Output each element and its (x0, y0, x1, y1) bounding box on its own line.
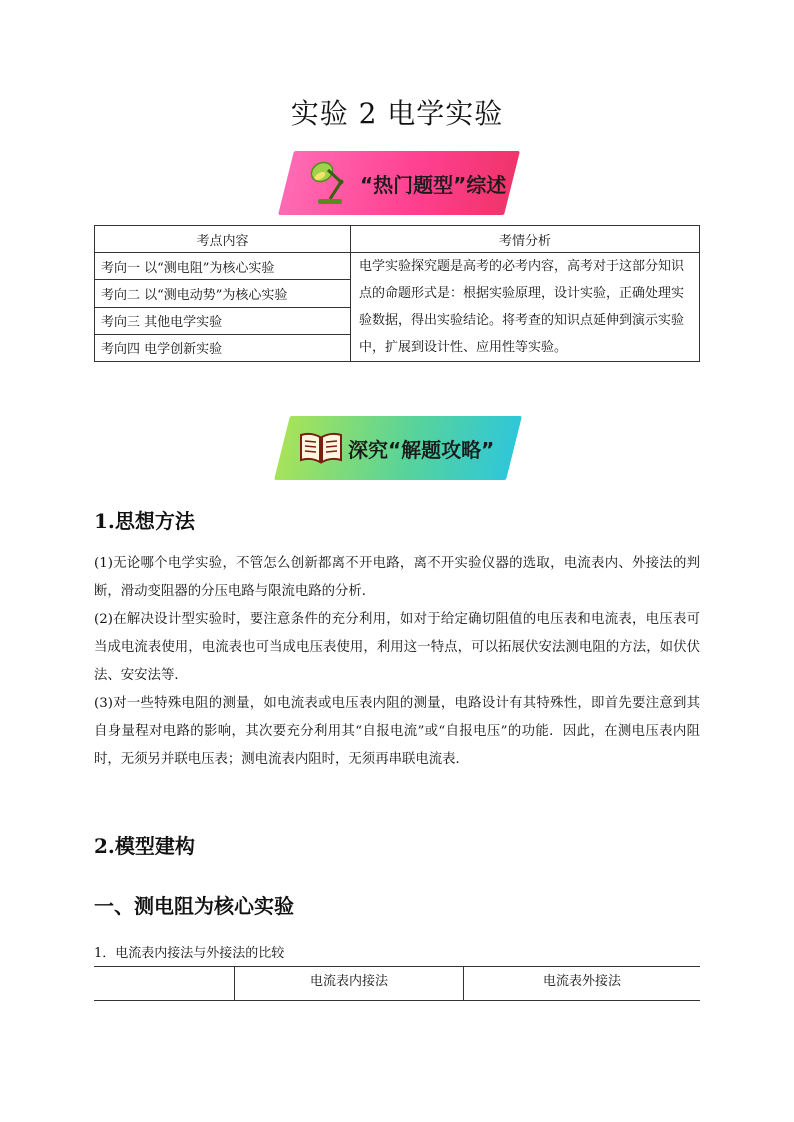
method-paragraph: (2)在解决设计型实验时，要注意条件的充分利用，如对于给定确切阻值的电压表和电流表，电压表可当成电流表使用，电流表也可当成电压表使用，利用这一特点，可以拓展伏安法测电阻的方法，如伏伏法、安安法等． (94, 612, 700, 683)
desk-lamp-icon (308, 158, 350, 208)
section-heading-resistance: 一、测电阻为核心实验 (94, 894, 294, 918)
hot-topics-banner (278, 151, 520, 215)
open-book-icon (298, 431, 344, 465)
section-heading-methods: 1.思想方法 (94, 509, 195, 533)
hot-topics-banner-text: “热门题型”综述 (360, 172, 507, 197)
comparison-table (94, 966, 700, 1001)
solving-strategy-banner (274, 416, 522, 480)
method-paragraph: (1)无论哪个电学实验，不管怎么创新都离不开电路，离不开实验仪器的选取，电流表内、外接法的判断，滑动变阻器的分压电路与限流电路的分析． (94, 556, 700, 599)
comparison-header-internal: 电流表内接法 (235, 967, 464, 1001)
section-heading-model: 2.模型建构 (94, 834, 195, 858)
comparison-header-external: 电流表外接法 (464, 967, 701, 1001)
comparison-header-blank (94, 967, 235, 1001)
subsection-title: 1．电流表内接法与外接法的比较 (94, 946, 285, 961)
overview-header-topics: 考点内容 (95, 226, 351, 253)
overview-header-analysis: 考情分析 (351, 226, 700, 253)
topic-cell: 考向四 电学创新实验 (95, 334, 351, 361)
method-paragraph: (3)对一些特殊电阻的测量，如电流表或电压表内阻的测量，电路设计有其特殊性，即首先要注意到其自身量程对电路的影响，其次要充分利用其“自报电流”或“自报电压”的功能．因此，在测电压表内阻时，无须另并联电压表；测电流表内阻时，无须再串联电流表． (94, 696, 700, 767)
topic-cell: 考向一 以“测电阻”为核心实验 (95, 253, 351, 280)
page-title: 实验 2 电学实验 (290, 97, 504, 130)
topic-cell: 考向二 以“测电动势”为核心实验 (95, 280, 351, 307)
methods-paragraphs (94, 550, 700, 774)
topic-cell: 考向三 其他电学实验 (95, 307, 351, 334)
analysis-cell: 电学实验探究题是高考的必考内容，高考对于这部分知识点的命题形式是：根据实验原理，设计实验，正确处理实验数据，得出实验结论。将考查的知识点延伸到演示实验中，扩展到设计性、应用性等实验。 (351, 253, 700, 362)
solving-strategy-banner-text: 深究“解题攻略” (348, 437, 495, 462)
overview-table (94, 225, 700, 362)
